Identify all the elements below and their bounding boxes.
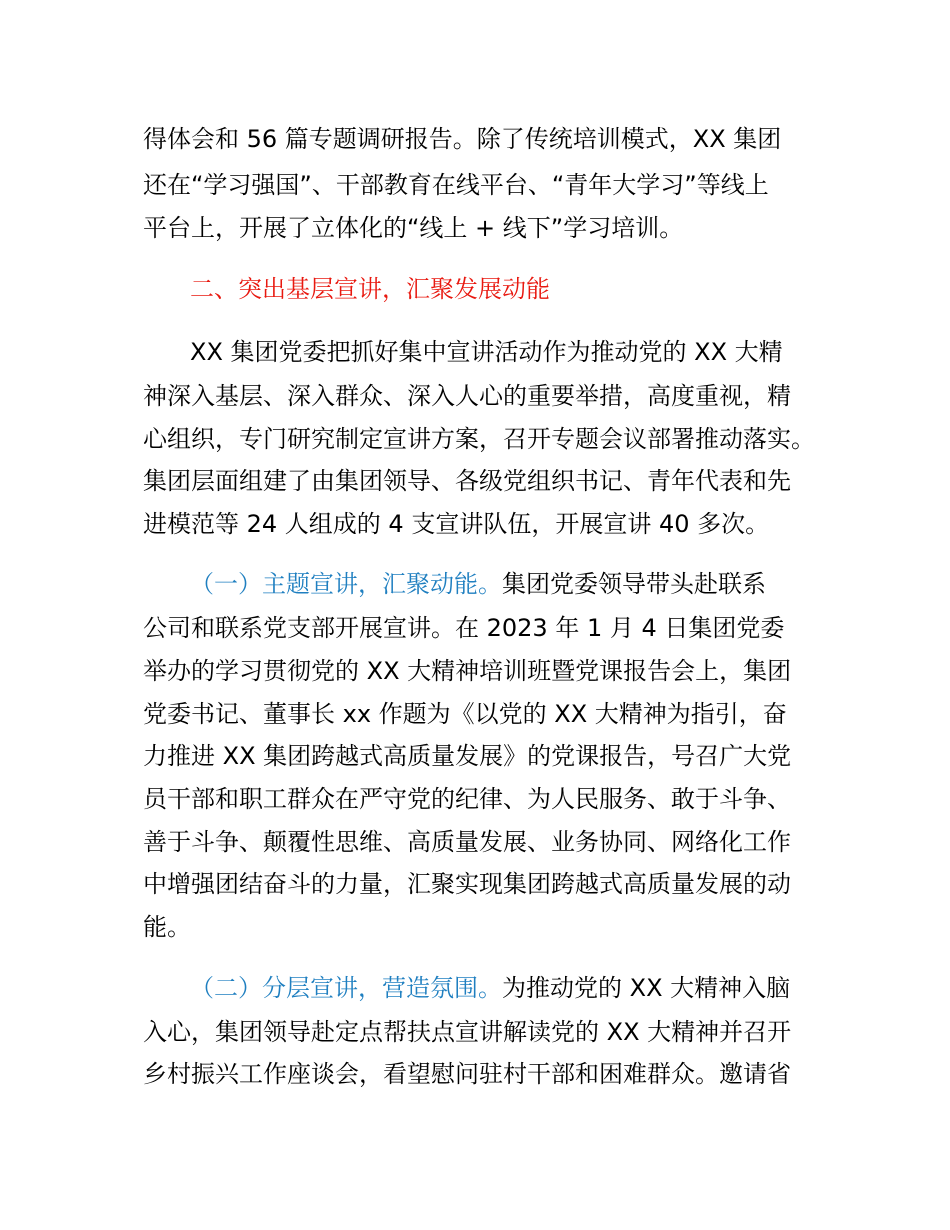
paragraph-line: 进模范等 24 人组成的 4 支宣讲队伍，开展宣讲 40 多次。 [143,510,770,538]
paragraph-line: XX 集团党委把抓好集中宣讲活动作为推动党的 XX 大精 [190,338,783,366]
paragraph-line: 中增强团结奋斗的力量，汇聚实现集团跨越式高质量发展的动 [143,870,791,898]
paragraph-line: 能。 [143,913,191,941]
subheading-lead: （二）分层宣讲，营造氛围。 [190,974,502,1002]
paragraph-line: 心组织，专门研究制定宣讲方案，召开专题会议部署推动落实。 [143,425,815,453]
paragraph-line [190,569,766,599]
paragraph-line: 平台上，开展了立体化的“线上 + 线下”学习培训。 [143,214,684,242]
paragraph-line: 善于斗争、颠覆性思维、高质量发展、业务协同、网络化工作 [143,828,791,856]
paragraph-line: 举办的学习贯彻党的 XX 大精神培训班暨党课报告会上，集团 [143,657,792,685]
paragraph-line [190,973,790,1003]
paragraph-line: 力推进 XX 集团跨越式高质量发展》的党课报告，号召广大党 [143,742,792,770]
paragraph-line: 员干部和职工群众在严守党的纪律、为人民服务、敢于斗争、 [143,785,791,813]
paragraph-line: 入心，集团领导赴定点帮扶点宣讲解读党的 XX 大精神并召开 [143,1018,792,1046]
section-heading: 二、突出基层宣讲，汇聚发展动能 [190,275,550,303]
paragraph-line: 乡村振兴工作座谈会，看望慰问驻村干部和困难群众。邀请省 [143,1060,791,1088]
paragraph-line: 得体会和 56 篇专题调研报告。除了传统培训模式，XX 集团 [143,125,782,153]
paragraph-line: 公司和联系党支部开展宣讲。在 2023 年 1 月 4 日集团党委 [143,614,785,642]
subheading-rest: 集团党委领导带头赴联系 [502,570,766,598]
paragraph-line: 还在“学习强国”、干部教育在线平台、“青年大学习”等线上 [143,171,769,199]
paragraph-line: 神深入基层、深入群众、深入人心的重要举措，高度重视，精 [143,382,791,410]
paragraph-line: 集团层面组建了由集团领导、各级党组织书记、青年代表和先 [143,467,791,495]
paragraph-line: 党委书记、董事长 xx 作题为《以党的 XX 大精神为指引，奋 [143,700,787,728]
subheading-lead: （一）主题宣讲，汇聚动能。 [190,570,502,598]
subheading-rest: 为推动党的 XX 大精神入脑 [502,974,791,1002]
